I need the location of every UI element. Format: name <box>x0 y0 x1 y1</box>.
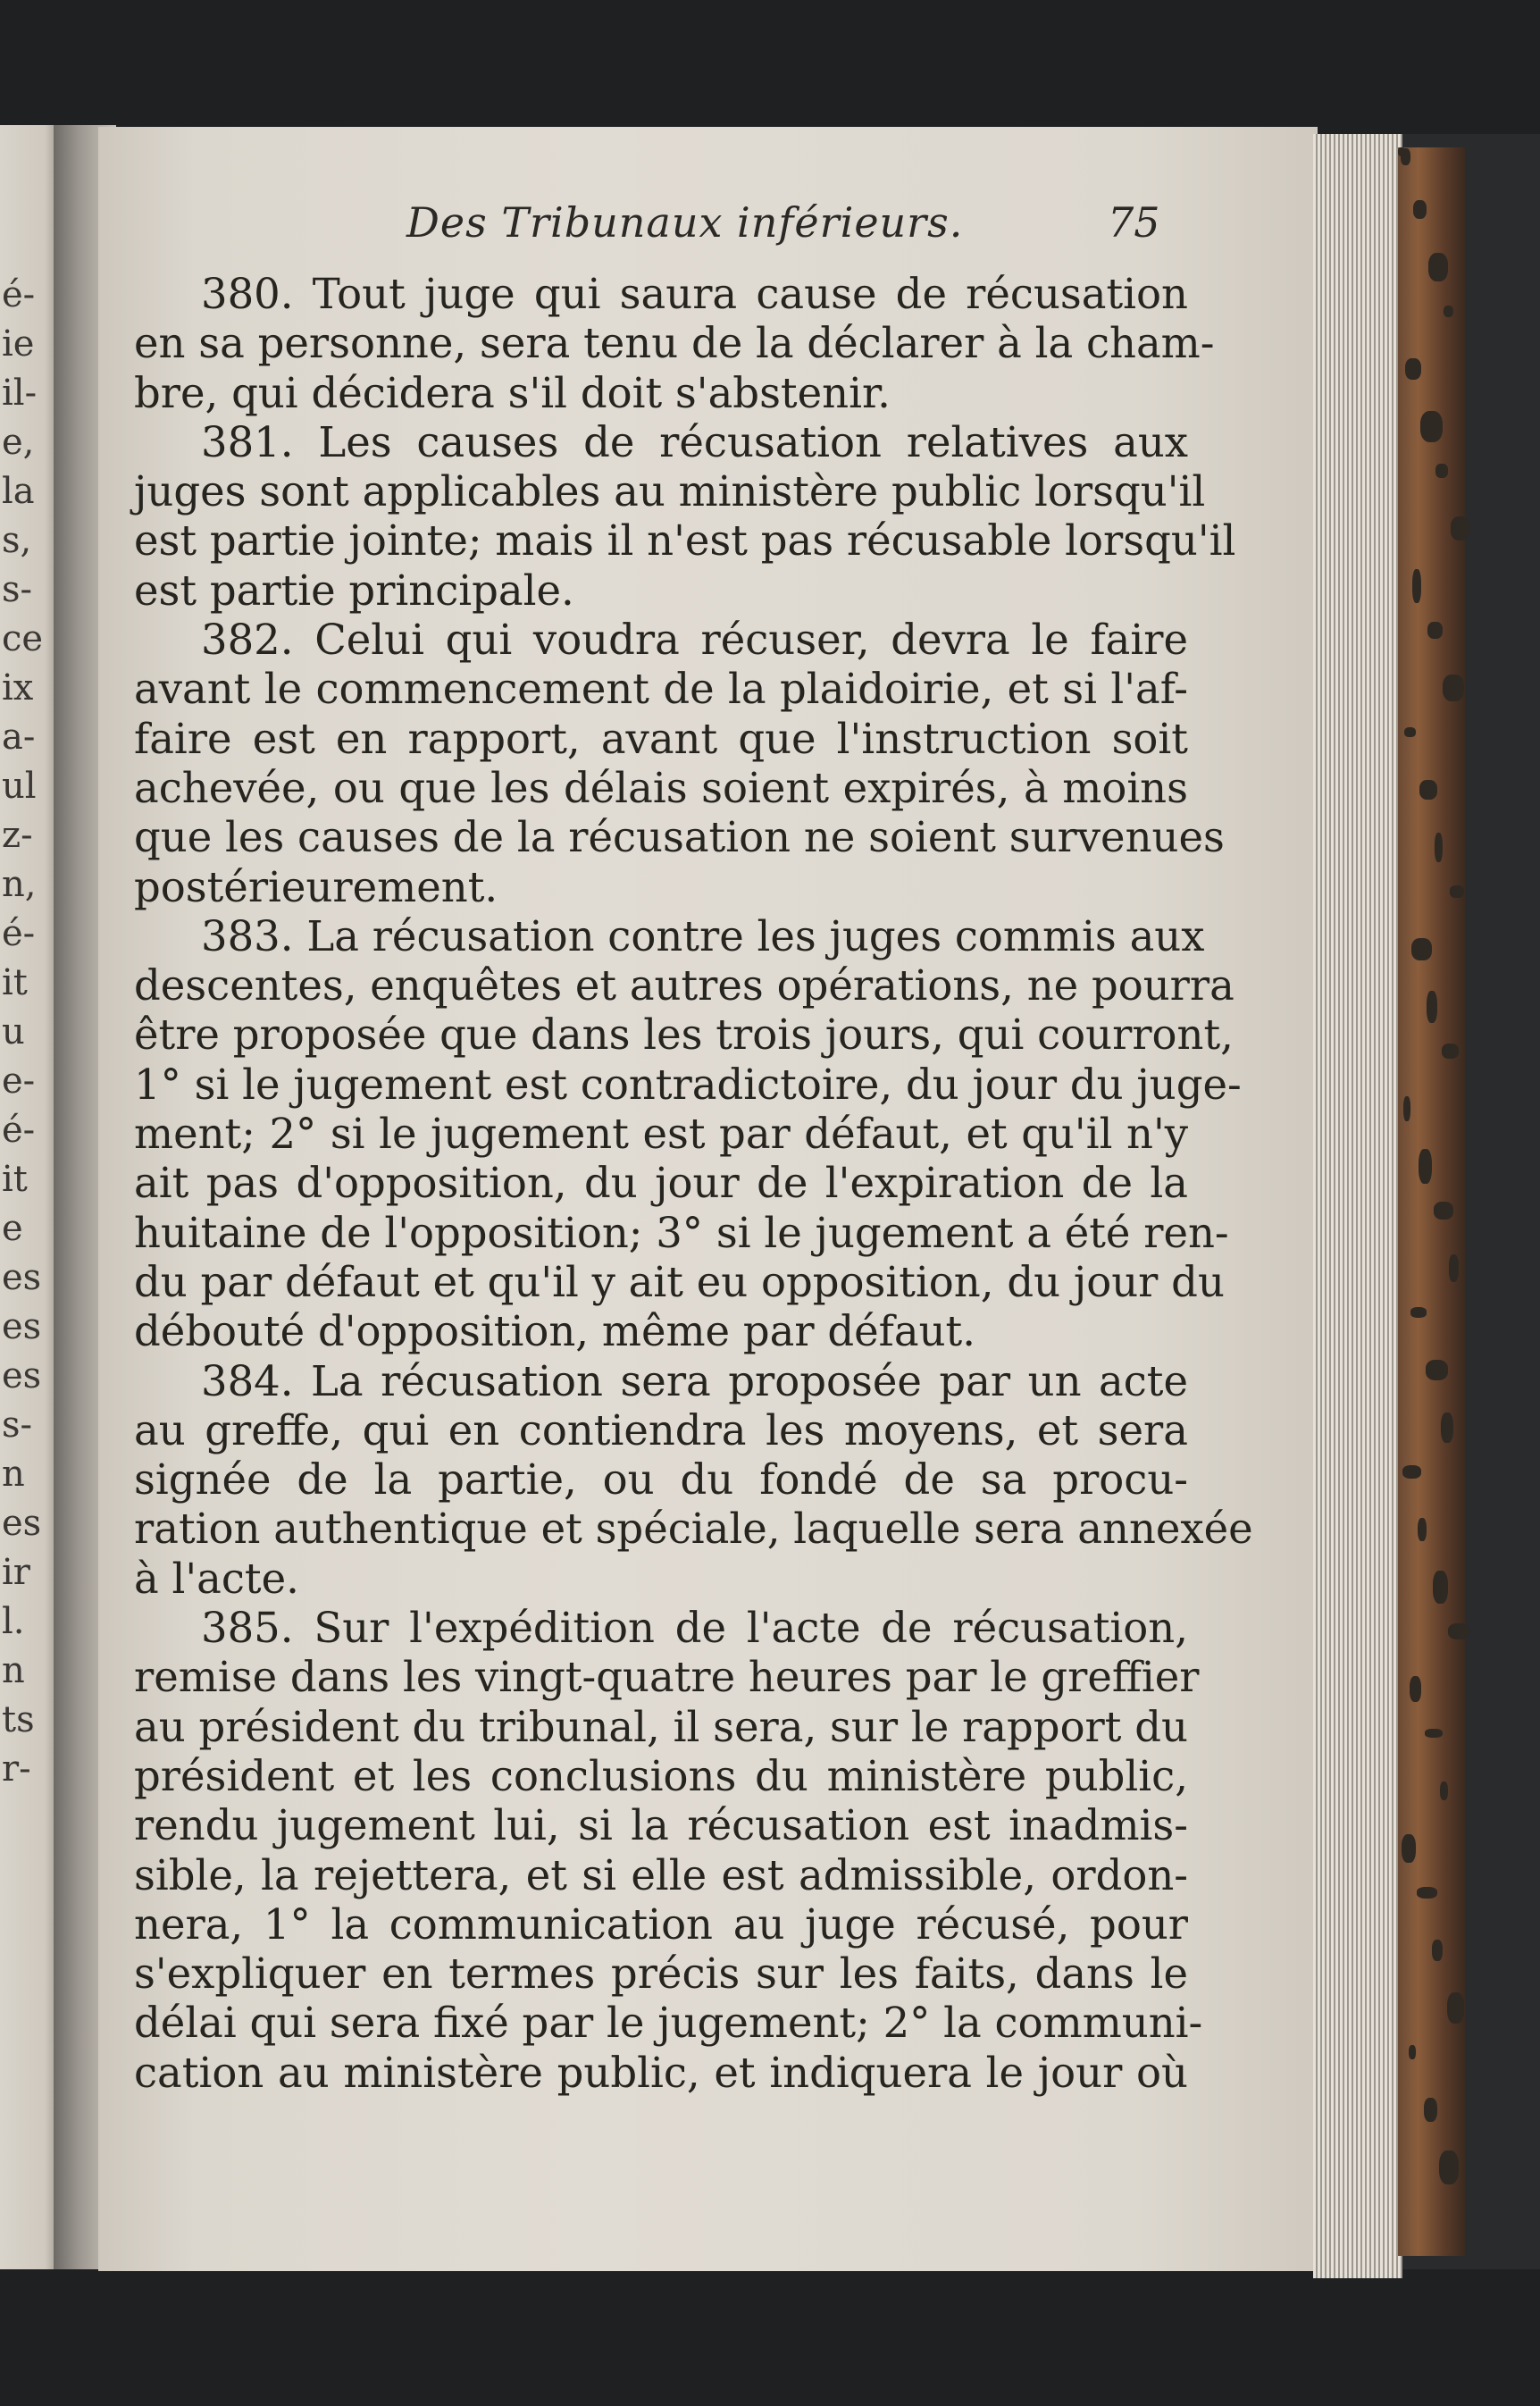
text-line: 380. Tout juge qui saura cause de récusation <box>201 270 1188 318</box>
marble-spot <box>1413 200 1427 219</box>
marble-spot <box>1412 569 1421 603</box>
previous-page-fragment: ir <box>2 1552 30 1593</box>
text-line: 382. Celui qui voudra récuser, devra le faire <box>201 616 1188 665</box>
marble-spot <box>1433 1571 1448 1604</box>
marble-spot <box>1411 938 1432 960</box>
previous-page-fragment: z- <box>2 815 33 856</box>
marble-spot <box>1410 1307 1427 1318</box>
marble-spot <box>1450 885 1464 898</box>
page-block-edges <box>1313 134 1402 2278</box>
text-line: du par défaut et qu'il y ait eu opposition, du jour du <box>134 1257 1225 1306</box>
text-line: bre, qui décidera s'il doit s'abstenir. <box>134 368 891 417</box>
text-line: au président du tribunal, il sera, sur le rapport du <box>134 1702 1188 1751</box>
marble-spot <box>1425 1729 1443 1738</box>
dark-background-top <box>0 0 1540 134</box>
text-line: s'expliquer en termes précis sur les faits, dans le <box>134 1949 1188 1999</box>
previous-page-fragment: é- <box>2 1110 36 1151</box>
text-line: juges sont applicables au ministère public lorsqu'il <box>134 467 1206 516</box>
marble-spot <box>1419 780 1437 800</box>
marble-spot <box>1427 622 1443 639</box>
marble-spot <box>1448 1623 1469 1639</box>
text-line: 383. La récusation contre les juges commis aux <box>201 911 1205 960</box>
previous-page-fragment: r- <box>2 1748 31 1790</box>
previous-page-fragment: it <box>2 1159 28 1200</box>
text-line: remise dans les vingt-quatre heures par le greffier <box>134 1653 1200 1702</box>
previous-page-fragment: es <box>2 1257 42 1298</box>
text-line: ration authentique et spéciale, laquelle sera annexée <box>134 1505 1253 1554</box>
marble-spot <box>1440 1781 1448 1800</box>
previous-page-fragment: é- <box>2 913 36 954</box>
text-line: rendu jugement lui, si la récusation est inadmis- <box>134 1801 1188 1850</box>
marble-spot <box>1434 1202 1453 1220</box>
previous-page-fragment: es <box>2 1306 42 1347</box>
marbled-cover-edge <box>1398 147 1465 2256</box>
page-body-text <box>134 270 1253 2098</box>
marble-spot <box>1441 1413 1453 1443</box>
previous-page-fragment: ce <box>2 618 44 659</box>
text-line: faire est en rapport, avant que l'instruction soit <box>134 714 1188 763</box>
marble-spot <box>1428 253 1448 281</box>
previous-page-fragment: n <box>2 1650 25 1691</box>
text-line: descentes, enquêtes et autres opérations, ne pourra <box>134 961 1235 1010</box>
previous-page-fragment: es <box>2 1503 42 1544</box>
previous-page-fragment: ix <box>2 667 34 708</box>
text-line: être proposée que dans les trois jours, qui courront, <box>134 1010 1234 1060</box>
marble-spot <box>1419 1149 1432 1184</box>
previous-page-fragment: ie <box>2 323 35 365</box>
marble-spot <box>1427 991 1437 1023</box>
previous-page-fragment: e <box>2 1208 23 1249</box>
text-line: signée de la partie, ou du fondé de sa procu- <box>134 1455 1188 1505</box>
text-line: délai qui sera fixé par le jugement; 2° la communi- <box>134 1999 1203 2048</box>
previous-page-fragment: a- <box>2 717 36 758</box>
previous-page-fragment: s- <box>2 569 33 610</box>
text-line: au greffe, qui en contiendra les moyens, et sera <box>134 1405 1188 1454</box>
text-line: avant le commencement de la plaidoirie, et si l'af- <box>134 665 1188 714</box>
previous-page-fragment: e- <box>2 1060 36 1102</box>
marble-spot <box>1402 1465 1421 1479</box>
text-line: est partie jointe; mais il n'est pas récusable lorsqu'il <box>134 516 1236 566</box>
marble-spot <box>1451 516 1469 541</box>
marble-spot <box>1435 833 1443 862</box>
text-line: sible, la rejettera, et si elle est admissible, ordon- <box>134 1850 1188 1899</box>
previous-page-fragment: n, <box>2 864 37 905</box>
text-line: 385. Sur l'expédition de l'acte de récusation, <box>201 1604 1188 1653</box>
page-number: 75 <box>1108 198 1160 247</box>
marble-spot <box>1444 306 1453 317</box>
text-line: est partie principale. <box>134 566 574 615</box>
marble-spot <box>1409 2045 1416 2059</box>
text-line: huitaine de l'opposition; 3° si le jugement a été ren- <box>134 1208 1229 1257</box>
marble-spot <box>1442 1044 1459 1059</box>
previous-page-fragment: é- <box>2 274 36 315</box>
text-line: 384. La récusation sera proposée par un acte <box>201 1356 1188 1405</box>
marble-spot <box>1404 727 1416 737</box>
text-line: débouté d'opposition, même par défaut. <box>134 1307 975 1356</box>
text-line: 381. Les causes de récusation relatives aux <box>201 417 1188 466</box>
marble-spot <box>1424 2098 1437 2122</box>
previous-page-fragment: it <box>2 962 28 1003</box>
text-line: cation au ministère public, et indiquera le jour où <box>134 2048 1188 2097</box>
marble-spot <box>1432 1940 1443 1961</box>
marble-spot <box>1418 1518 1427 1541</box>
marble-spot <box>1410 1676 1421 1702</box>
marble-spot <box>1449 1254 1459 1282</box>
marble-spot <box>1426 1360 1448 1380</box>
previous-page-fragment: s- <box>2 1404 33 1446</box>
text-line: ait pas d'opposition, du jour de l'expiration de la <box>134 1159 1188 1208</box>
previous-page-fragment: e, <box>2 422 35 463</box>
marble-spot <box>1403 1096 1410 1121</box>
page-header <box>98 198 1318 270</box>
text-line: 1° si le jugement est contradictoire, du jour du juge- <box>134 1060 1242 1109</box>
marble-spot <box>1420 411 1443 442</box>
marble-spot <box>1417 1887 1437 1899</box>
marble-spot <box>1435 464 1448 478</box>
dark-background-bottom <box>0 2269 1540 2406</box>
running-head: Des Tribunaux inférieurs. <box>406 198 964 247</box>
previous-page-fragment: u <box>2 1011 25 1052</box>
marble-spot <box>1405 358 1421 380</box>
previous-page-fragment: n <box>2 1454 25 1495</box>
text-line: en sa personne, sera tenu de la déclarer à la cham- <box>134 319 1215 368</box>
previous-page-fragment: es <box>2 1355 42 1396</box>
marble-spot <box>1447 1992 1464 2024</box>
text-line: à l'acte. <box>134 1554 299 1603</box>
text-line: président et les conclusions du ministère public, <box>134 1751 1188 1800</box>
marble-spot <box>1401 148 1410 165</box>
text-line: ment; 2° si le jugement est par défaut, et qu'il n'y <box>134 1110 1188 1159</box>
previous-page-fragment: ul <box>2 766 37 807</box>
marble-spot <box>1402 1834 1416 1863</box>
previous-page-fragment: l. <box>2 1601 25 1642</box>
previous-page-fragment: la <box>2 471 35 512</box>
text-line: achevée, ou que les délais soient expirés, à moins <box>134 763 1188 812</box>
marble-spot <box>1439 2150 1459 2184</box>
book-page <box>98 127 1318 2271</box>
text-line: postérieurement. <box>134 862 498 911</box>
text-line: nera, 1° la communication au juge récusé, pour <box>134 1899 1188 1949</box>
marble-spot <box>1443 675 1464 701</box>
previous-page-fragment: s, <box>2 520 32 561</box>
text-line: que les causes de la récusation ne soient survenues <box>134 813 1225 862</box>
previous-page-fragment: il- <box>2 373 38 414</box>
previous-page-fragment: ts <box>2 1699 35 1740</box>
